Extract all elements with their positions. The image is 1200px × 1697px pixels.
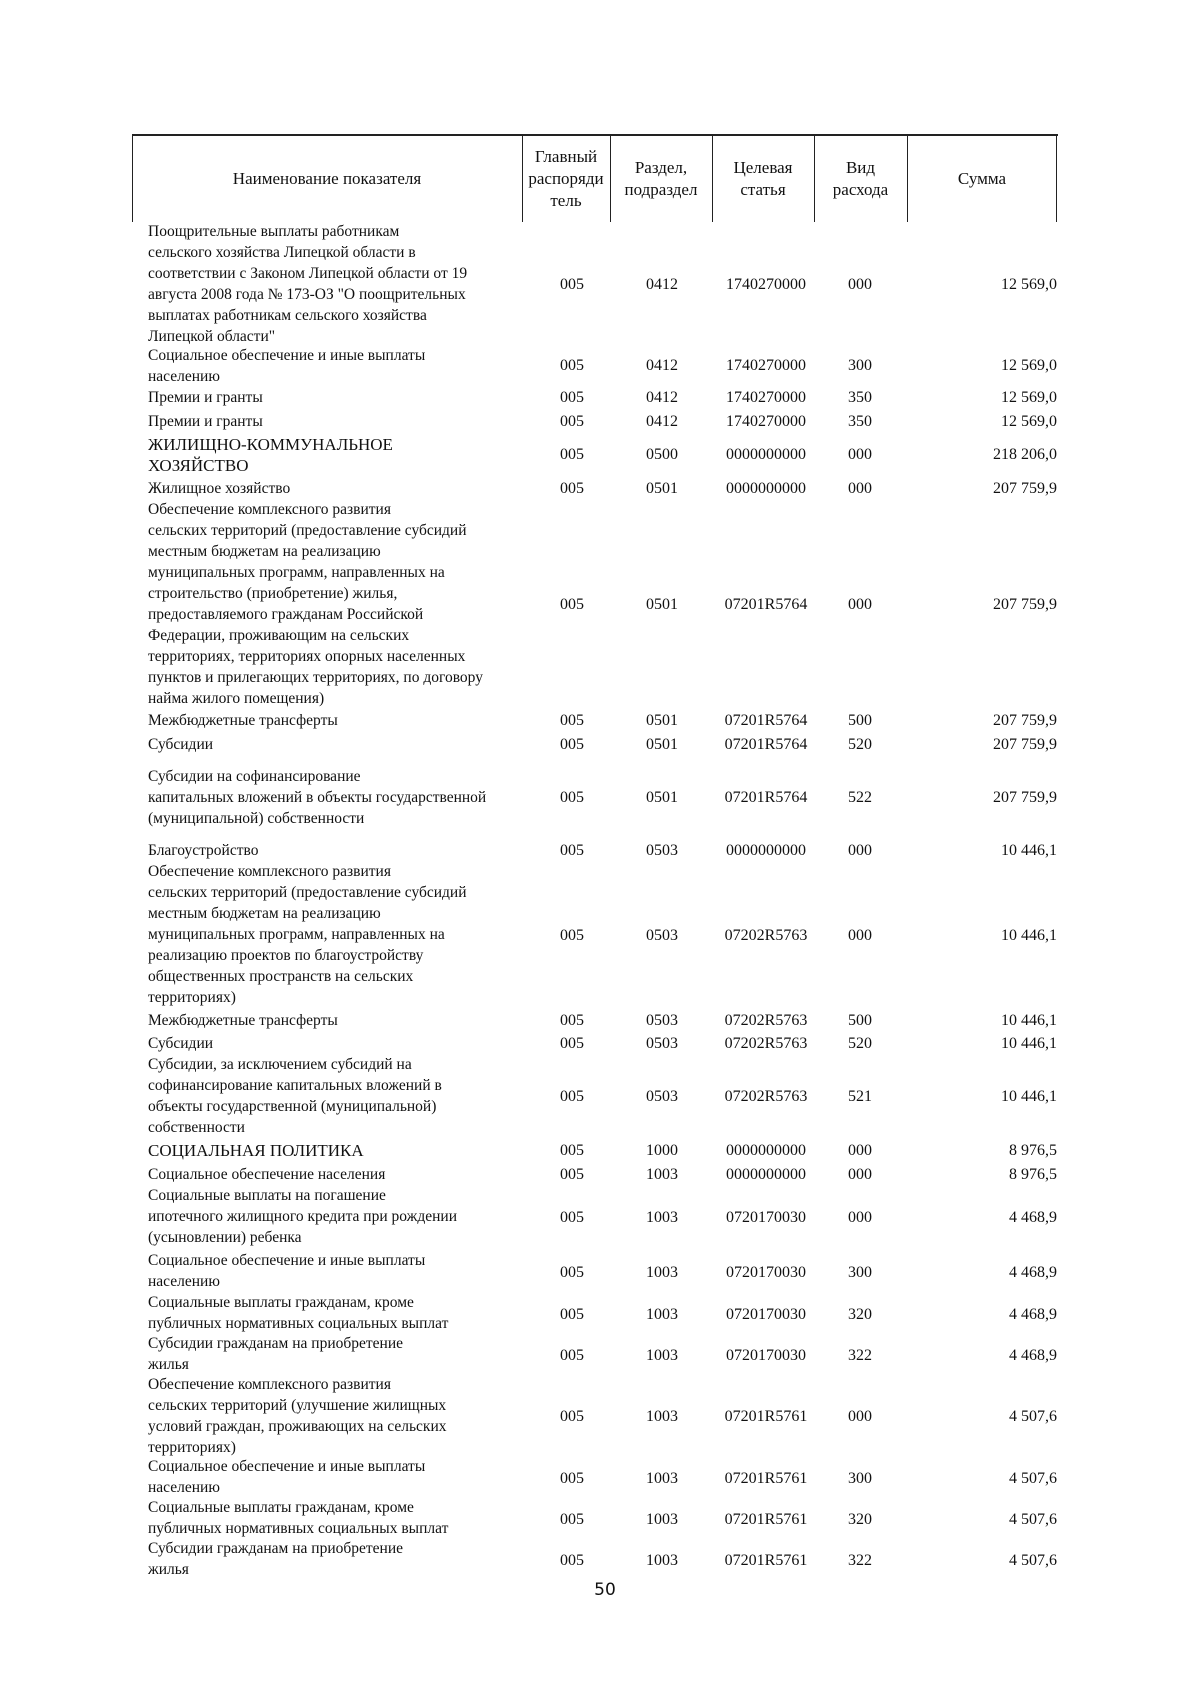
row-razdel: 0501 — [646, 480, 678, 497]
header-summa: Сумма — [957, 169, 1007, 188]
row-name: Субсидии — [148, 1035, 214, 1052]
row-celevaya: 0000000000 — [726, 1166, 806, 1183]
row-razdel: 0503 — [646, 1088, 678, 1105]
row-vid: 350 — [848, 389, 872, 406]
row-summa: 4 507,6 — [1009, 1511, 1057, 1528]
row-razdel: 0503 — [646, 842, 678, 859]
row-name: Субсидии гражданам на приобретение жилья — [148, 1540, 404, 1578]
row-razdel: 0503 — [646, 1012, 678, 1029]
row-vid: 000 — [848, 1142, 872, 1159]
row-razdel: 0501 — [646, 596, 678, 613]
row-vid: 350 — [848, 413, 872, 430]
row-name: Субсидии, за исключением субсидий на софинансирование капитальных вложений в объекты государственной (муниципальной) собственности — [148, 1056, 442, 1136]
row-name: Социальное обеспечение и иные выплаты населению — [148, 347, 426, 385]
row-celevaya: 07201R5761 — [724, 1408, 808, 1425]
row-summa: 10 446,1 — [1001, 1088, 1057, 1105]
row-razdel: 0503 — [646, 927, 678, 944]
row-vid: 520 — [848, 736, 872, 753]
row-name: Социальное обеспечение и иные выплаты населению — [148, 1458, 426, 1496]
row-name: ЖИЛИЩНО-КОММУНАЛЬНОЕ ХОЗЯЙСТВО — [148, 435, 393, 475]
row-glav: 005 — [560, 927, 584, 944]
row-vid: 520 — [848, 1035, 872, 1052]
header-glav: Главный распоряди тель — [528, 147, 604, 210]
row-name: Социальные выплаты гражданам, кроме публичных нормативных социальных выплат — [148, 1499, 449, 1537]
row-glav: 005 — [560, 1264, 584, 1281]
row-name: Обеспечение комплексного развития сельских территорий (улучшение жилищных условий граждан, проживающих на сельских территориях) — [148, 1376, 447, 1456]
row-razdel: 0501 — [646, 712, 678, 729]
row-name: Обеспечение комплексного развития сельских территорий (предоставление субсидий местным бюджетам на реализацию муниципальных программ, направленных на реализацию проектов по благоустройству общественных пространств на сельских территориях) — [148, 863, 467, 1006]
row-summa: 8 976,5 — [1009, 1166, 1057, 1183]
row-razdel: 0412 — [646, 276, 678, 293]
row-glav: 005 — [560, 1012, 584, 1029]
row-vid: 322 — [848, 1552, 872, 1569]
row-celevaya: 1740270000 — [726, 357, 806, 374]
row-razdel: 0412 — [646, 357, 678, 374]
row-celevaya: 1740270000 — [726, 413, 806, 430]
row-celevaya: 0000000000 — [726, 1142, 806, 1159]
row-glav: 005 — [560, 276, 584, 293]
row-razdel: 1003 — [646, 1264, 678, 1281]
header-razdel: Раздел, подраздел — [624, 158, 698, 199]
row-glav: 005 — [560, 789, 584, 806]
row-summa: 4 468,9 — [1009, 1347, 1057, 1364]
row-vid: 000 — [848, 446, 872, 463]
row-glav: 005 — [560, 1511, 584, 1528]
row-glav: 005 — [560, 736, 584, 753]
row-summa: 12 569,0 — [1001, 357, 1057, 374]
row-celevaya: 07202R5763 — [724, 1088, 808, 1105]
row-vid: 300 — [848, 1264, 872, 1281]
row-summa: 12 569,0 — [1001, 389, 1057, 406]
row-razdel: 1000 — [646, 1142, 678, 1159]
row-razdel: 0503 — [646, 1035, 678, 1052]
row-vid: 000 — [848, 1408, 872, 1425]
row-celevaya: 0000000000 — [726, 842, 806, 859]
row-name: Премии и гранты — [148, 389, 263, 406]
row-celevaya: 07202R5763 — [724, 1012, 808, 1029]
row-summa: 12 569,0 — [1001, 276, 1057, 293]
row-razdel: 1003 — [646, 1166, 678, 1183]
row-summa: 4 507,6 — [1009, 1470, 1057, 1487]
row-glav: 005 — [560, 480, 584, 497]
row-razdel: 1003 — [646, 1552, 678, 1569]
row-glav: 005 — [560, 1306, 584, 1323]
row-summa: 207 759,9 — [993, 789, 1057, 806]
row-razdel: 1003 — [646, 1347, 678, 1364]
row-summa: 4 507,6 — [1009, 1552, 1057, 1569]
row-summa: 12 569,0 — [1001, 413, 1057, 430]
row-glav: 005 — [560, 1088, 584, 1105]
row-name: Субсидии — [148, 736, 214, 753]
row-summa: 4 468,9 — [1009, 1264, 1057, 1281]
row-name: Межбюджетные трансферты — [148, 1012, 338, 1029]
row-glav: 005 — [560, 1552, 584, 1569]
row-razdel: 1003 — [646, 1408, 678, 1425]
row-name: Социальные выплаты гражданам, кроме публичных нормативных социальных выплат — [148, 1294, 449, 1332]
row-glav: 005 — [560, 389, 584, 406]
row-glav: 005 — [560, 446, 584, 463]
row-name: Социальные выплаты на погашение ипотечного жилищного кредита при рождении (усыновлении) ребенка — [148, 1187, 457, 1246]
row-name: Межбюджетные трансферты — [148, 712, 338, 729]
row-name: Премии и гранты — [148, 413, 263, 430]
row-celevaya: 0720170030 — [726, 1209, 806, 1226]
row-vid: 000 — [848, 842, 872, 859]
row-name: Обеспечение комплексного развития сельских территорий (предоставление субсидий местным бюджетам на реализацию муниципальных программ, направленных на строительство (приобретение) жилья, предоставляемого гражданам Российской Федерации, проживающим на сельских территориях, территориях опорных населенных пунктов и прилегающих территориях, по договору найма жилого помещения) — [148, 501, 483, 707]
row-glav: 005 — [560, 1347, 584, 1364]
row-vid: 320 — [848, 1511, 872, 1528]
row-glav: 005 — [560, 1142, 584, 1159]
row-name: СОЦИАЛЬНАЯ ПОЛИТИКА — [148, 1141, 364, 1160]
row-summa: 10 446,1 — [1001, 1012, 1057, 1029]
row-glav: 005 — [560, 1166, 584, 1183]
row-glav: 005 — [560, 1209, 584, 1226]
header-celevaya: Целевая статья — [733, 158, 793, 199]
row-vid: 000 — [848, 596, 872, 613]
row-razdel: 0500 — [646, 446, 678, 463]
row-summa: 207 759,9 — [993, 480, 1057, 497]
row-glav: 005 — [560, 596, 584, 613]
row-razdel: 1003 — [646, 1511, 678, 1528]
row-celevaya: 07202R5763 — [724, 927, 808, 944]
row-glav: 005 — [560, 712, 584, 729]
row-summa: 4 507,6 — [1009, 1408, 1057, 1425]
row-summa: 10 446,1 — [1001, 842, 1057, 859]
row-razdel: 1003 — [646, 1209, 678, 1226]
row-celevaya: 07201R5764 — [724, 736, 808, 753]
row-summa: 10 446,1 — [1001, 927, 1057, 944]
row-celevaya: 0720170030 — [726, 1347, 806, 1364]
row-celevaya: 07201R5764 — [724, 789, 808, 806]
row-vid: 000 — [848, 276, 872, 293]
row-name: Поощрительные выплаты работникам сельского хозяйства Липецкой области в соответствии с Законом Липецкой области от 19 августа 2008 года № 173-ОЗ "О поощрительных выплатах работникам сельского хозяйства Липецкой области" — [148, 223, 468, 345]
row-name: Субсидии гражданам на приобретение жилья — [148, 1335, 404, 1373]
row-glav: 005 — [560, 1035, 584, 1052]
row-glav: 005 — [560, 1470, 584, 1487]
row-summa: 207 759,9 — [993, 596, 1057, 613]
row-celevaya: 1740270000 — [726, 389, 806, 406]
row-celevaya: 1740270000 — [726, 276, 806, 293]
row-glav: 005 — [560, 413, 584, 430]
table-header — [132, 134, 1058, 222]
row-razdel: 1003 — [646, 1470, 678, 1487]
row-vid: 521 — [848, 1088, 872, 1105]
row-razdel: 0412 — [646, 413, 678, 430]
row-razdel: 1003 — [646, 1306, 678, 1323]
row-celevaya: 07201R5764 — [724, 596, 808, 613]
row-celevaya: 0720170030 — [726, 1264, 806, 1281]
row-vid: 300 — [848, 357, 872, 374]
row-summa: 4 468,9 — [1009, 1306, 1057, 1323]
row-vid: 500 — [848, 712, 872, 729]
header-divider — [1056, 136, 1057, 222]
row-vid: 000 — [848, 927, 872, 944]
row-celevaya: 07201R5761 — [724, 1470, 808, 1487]
header-name: Наименование показателя — [232, 169, 422, 188]
row-vid: 320 — [848, 1306, 872, 1323]
row-celevaya: 07201R5764 — [724, 712, 808, 729]
row-vid: 000 — [848, 1166, 872, 1183]
row-celevaya: 0000000000 — [726, 480, 806, 497]
row-summa: 4 468,9 — [1009, 1209, 1057, 1226]
row-name: Субсидии на софинансирование капитальных вложений в объекты государственной (муниципальной) собственности — [148, 768, 487, 827]
row-glav: 005 — [560, 842, 584, 859]
row-vid: 322 — [848, 1347, 872, 1364]
header-vid: Вид расхода — [832, 158, 889, 199]
row-name: Жилищное хозяйство — [148, 480, 291, 497]
row-celevaya: 0720170030 — [726, 1306, 806, 1323]
row-vid: 000 — [848, 1209, 872, 1226]
row-summa: 207 759,9 — [993, 712, 1057, 729]
row-celevaya: 07202R5763 — [724, 1035, 808, 1052]
row-vid: 500 — [848, 1012, 872, 1029]
row-name: Благоустройство — [148, 842, 259, 859]
page-number: 50 — [594, 1580, 616, 1600]
row-glav: 005 — [560, 1408, 584, 1425]
row-razdel: 0501 — [646, 789, 678, 806]
row-razdel: 0501 — [646, 736, 678, 753]
row-summa: 10 446,1 — [1001, 1035, 1057, 1052]
row-summa: 8 976,5 — [1009, 1142, 1057, 1159]
row-name: Социальное обеспечение населения — [148, 1166, 386, 1183]
row-celevaya: 0000000000 — [726, 446, 806, 463]
row-summa: 218 206,0 — [993, 446, 1057, 463]
row-vid: 000 — [848, 480, 872, 497]
row-celevaya: 07201R5761 — [724, 1552, 808, 1569]
row-razdel: 0412 — [646, 389, 678, 406]
row-vid: 300 — [848, 1470, 872, 1487]
row-celevaya: 07201R5761 — [724, 1511, 808, 1528]
row-summa: 207 759,9 — [993, 736, 1057, 753]
row-name: Социальное обеспечение и иные выплаты населению — [148, 1252, 426, 1290]
row-vid: 522 — [848, 789, 872, 806]
row-glav: 005 — [560, 357, 584, 374]
